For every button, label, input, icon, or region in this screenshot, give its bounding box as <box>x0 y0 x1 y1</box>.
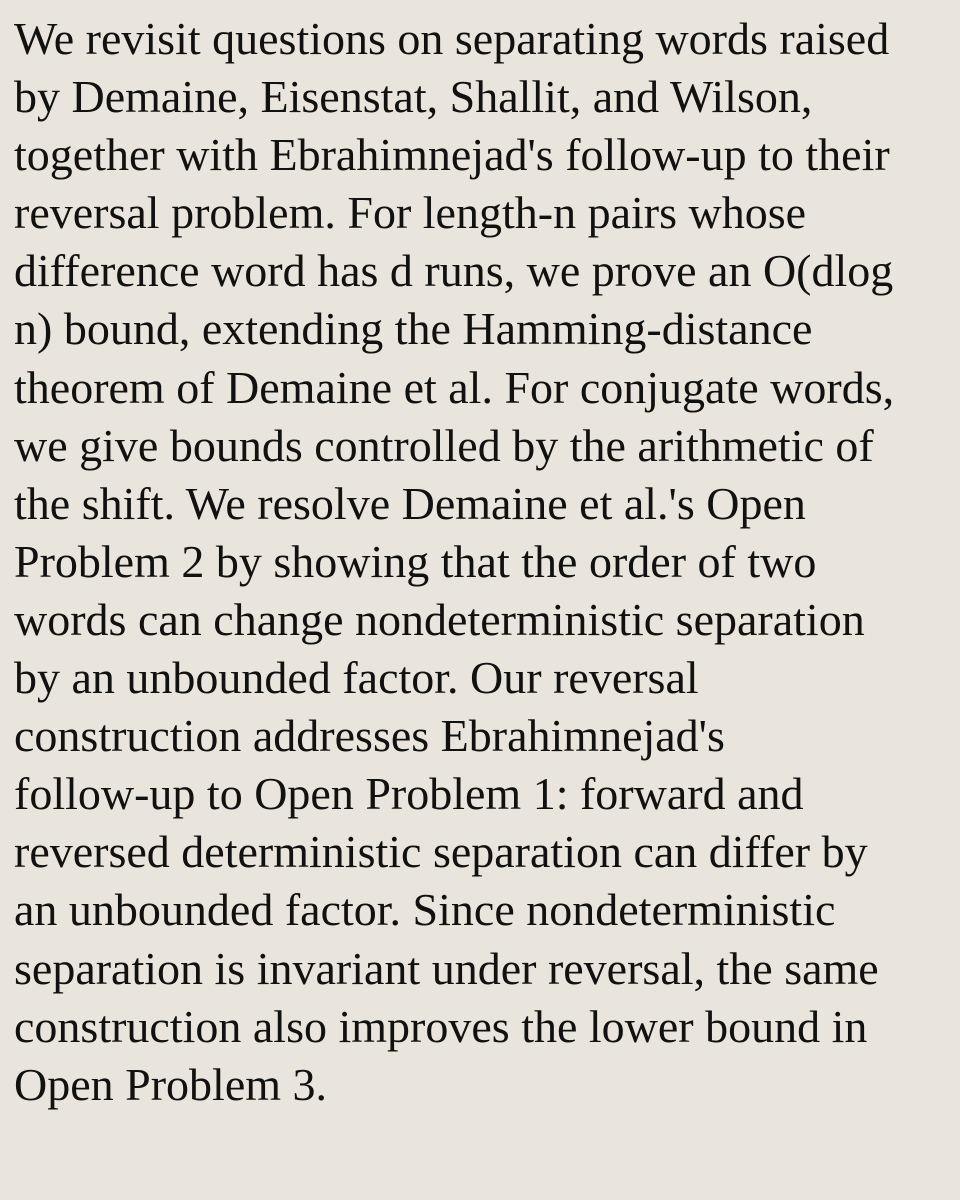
text-line: by an unbounded factor. Our reversal <box>14 652 699 704</box>
text-line: theorem of Demaine et al. For conjugate words, <box>14 361 895 413</box>
text-line: We revisit questions on separating words raised <box>14 13 890 64</box>
text-line: construction also improves the lower bound in <box>14 1000 868 1052</box>
text-line: an unbounded factor. Since nondeterministic <box>14 884 836 936</box>
text-line: Open Problem 3. <box>14 1058 328 1110</box>
text-line: difference word has d runs, we prove an O(dlog <box>14 245 894 297</box>
text-line: we give bounds controlled by the arithmetic of <box>14 419 874 471</box>
text-line: Problem 2 by showing that the order of two <box>14 535 817 587</box>
text-line: reversed deterministic separation can differ by <box>14 826 868 878</box>
text-line: construction addresses Ebrahimnejad's <box>14 710 725 762</box>
abstract-text <box>14 10 946 1114</box>
text-line: words can change nondeterministic separation <box>14 593 865 645</box>
text-line: separation is invariant under reversal, the same <box>14 942 879 994</box>
text-line: reversal problem. For length-n pairs whose <box>14 187 807 239</box>
text-line: follow-up to Open Problem 1: forward and <box>14 768 804 820</box>
text-line: together with Ebrahimnejad's follow-up to their <box>14 129 890 181</box>
text-line: n) bound, extending the Hamming-distance <box>14 303 813 355</box>
text-line: the shift. We resolve Demaine et al.'s Open <box>14 477 806 529</box>
text-line: by Demaine, Eisenstat, Shallit, and Wilson, <box>14 71 813 123</box>
